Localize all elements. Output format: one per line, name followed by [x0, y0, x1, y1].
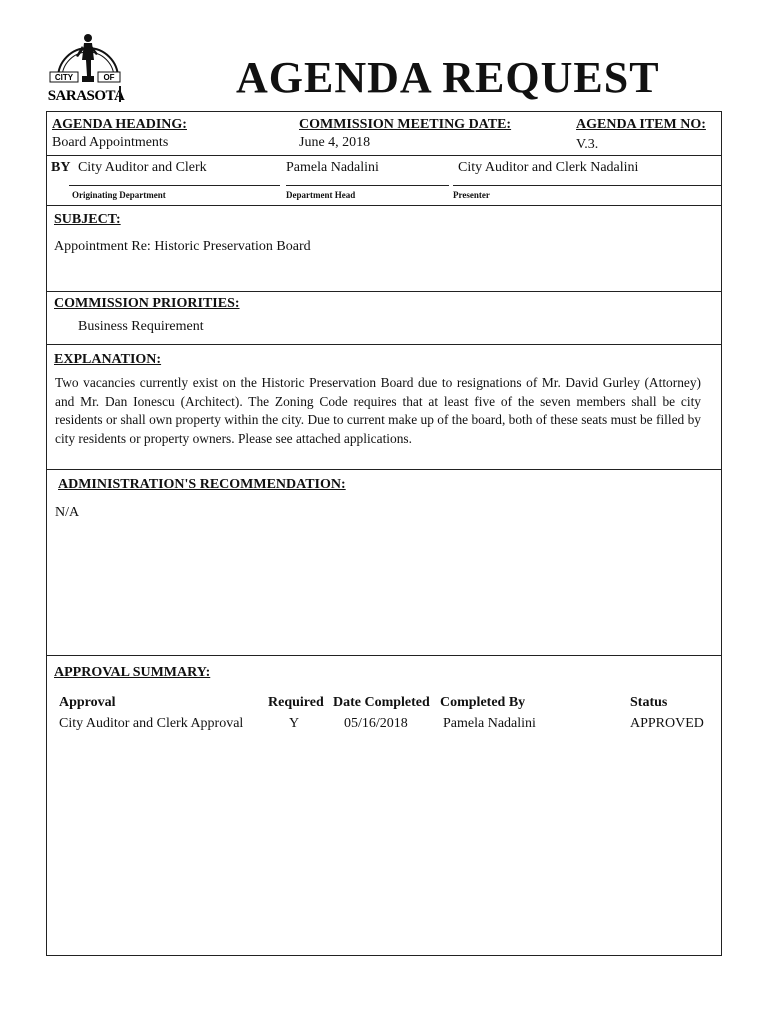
- originating-department-value: City Auditor and Clerk: [77, 160, 207, 175]
- subject-value: Appointment Re: Historic Preservation Board: [54, 239, 311, 254]
- divider: [47, 205, 721, 206]
- department-head-caption: Department Head: [286, 190, 356, 200]
- meeting-date-value: June 4, 2018: [299, 135, 371, 150]
- svg-text:CITY: CITY: [54, 73, 74, 82]
- agenda-form: [46, 111, 722, 956]
- agenda-heading-label: AGENDA HEADING:: [52, 117, 187, 132]
- column-header-status: Status: [630, 695, 668, 710]
- approval-cell-status: APPROVED: [630, 716, 704, 731]
- explanation-label: EXPLANATION:: [54, 352, 162, 367]
- presenter-value: City Auditor and Clerk Nadalini: [458, 160, 639, 175]
- approval-cell-required: Y: [289, 716, 300, 731]
- agenda-heading-value: Board Appointments: [52, 135, 169, 150]
- approval-cell-date-completed: 05/16/2018: [344, 716, 408, 731]
- presenter-caption: Presenter: [453, 190, 490, 200]
- approval-summary-label: APPROVAL SUMMARY:: [54, 665, 211, 680]
- recommendation-label: ADMINISTRATION'S RECOMMENDATION:: [58, 477, 346, 492]
- originating-department-underline: [69, 185, 280, 186]
- city-seal-logo: [46, 26, 126, 106]
- column-header-approval: Approval: [59, 695, 116, 710]
- department-head-value: Pamela Nadalini: [286, 160, 379, 175]
- approval-cell-completed-by: Pamela Nadalini: [443, 716, 536, 731]
- svg-text:SARASOTA: SARASOTA: [47, 88, 125, 104]
- commission-priorities-label: COMMISSION PRIORITIES:: [54, 296, 240, 311]
- svg-text:OF: OF: [103, 73, 115, 82]
- divider: [47, 291, 721, 292]
- by-row: [51, 160, 207, 176]
- page-title: AGENDA REQUEST: [236, 53, 660, 102]
- agenda-item-no-value: V.3.: [576, 137, 599, 152]
- divider: [47, 155, 721, 156]
- divider: [47, 655, 721, 656]
- originating-department-caption: Originating Department: [72, 190, 166, 200]
- column-header-date-completed: Date Completed: [333, 695, 430, 710]
- column-header-completed-by: Completed By: [440, 695, 526, 710]
- meeting-date-label: COMMISSION MEETING DATE:: [299, 117, 512, 132]
- divider: [47, 469, 721, 470]
- department-head-underline: [286, 185, 449, 186]
- by-label: BY: [51, 160, 71, 175]
- divider: [47, 344, 721, 345]
- agenda-item-no-label: AGENDA ITEM NO:: [576, 117, 706, 132]
- explanation-text: Two vacancies currently exist on the Historic Preservation Board due to resignations of Mr. David Gurley (Attorney) and Mr. Dan Ionescu (Architect). The Zoning Code requires that at least five of the seven members shall be city residents or shall own property within the city. Due to current make up of the board, both of these seats must be filled by city residents or property owners. Please see attached applications.: [55, 375, 701, 446]
- approval-cell-approval: City Auditor and Clerk Approval: [59, 716, 244, 731]
- column-header-required: Required: [268, 695, 324, 710]
- presenter-underline: [453, 185, 721, 186]
- recommendation-value: N/A: [55, 505, 80, 520]
- subject-label: SUBJECT:: [54, 212, 121, 227]
- commission-priorities-value: Business Requirement: [78, 319, 204, 334]
